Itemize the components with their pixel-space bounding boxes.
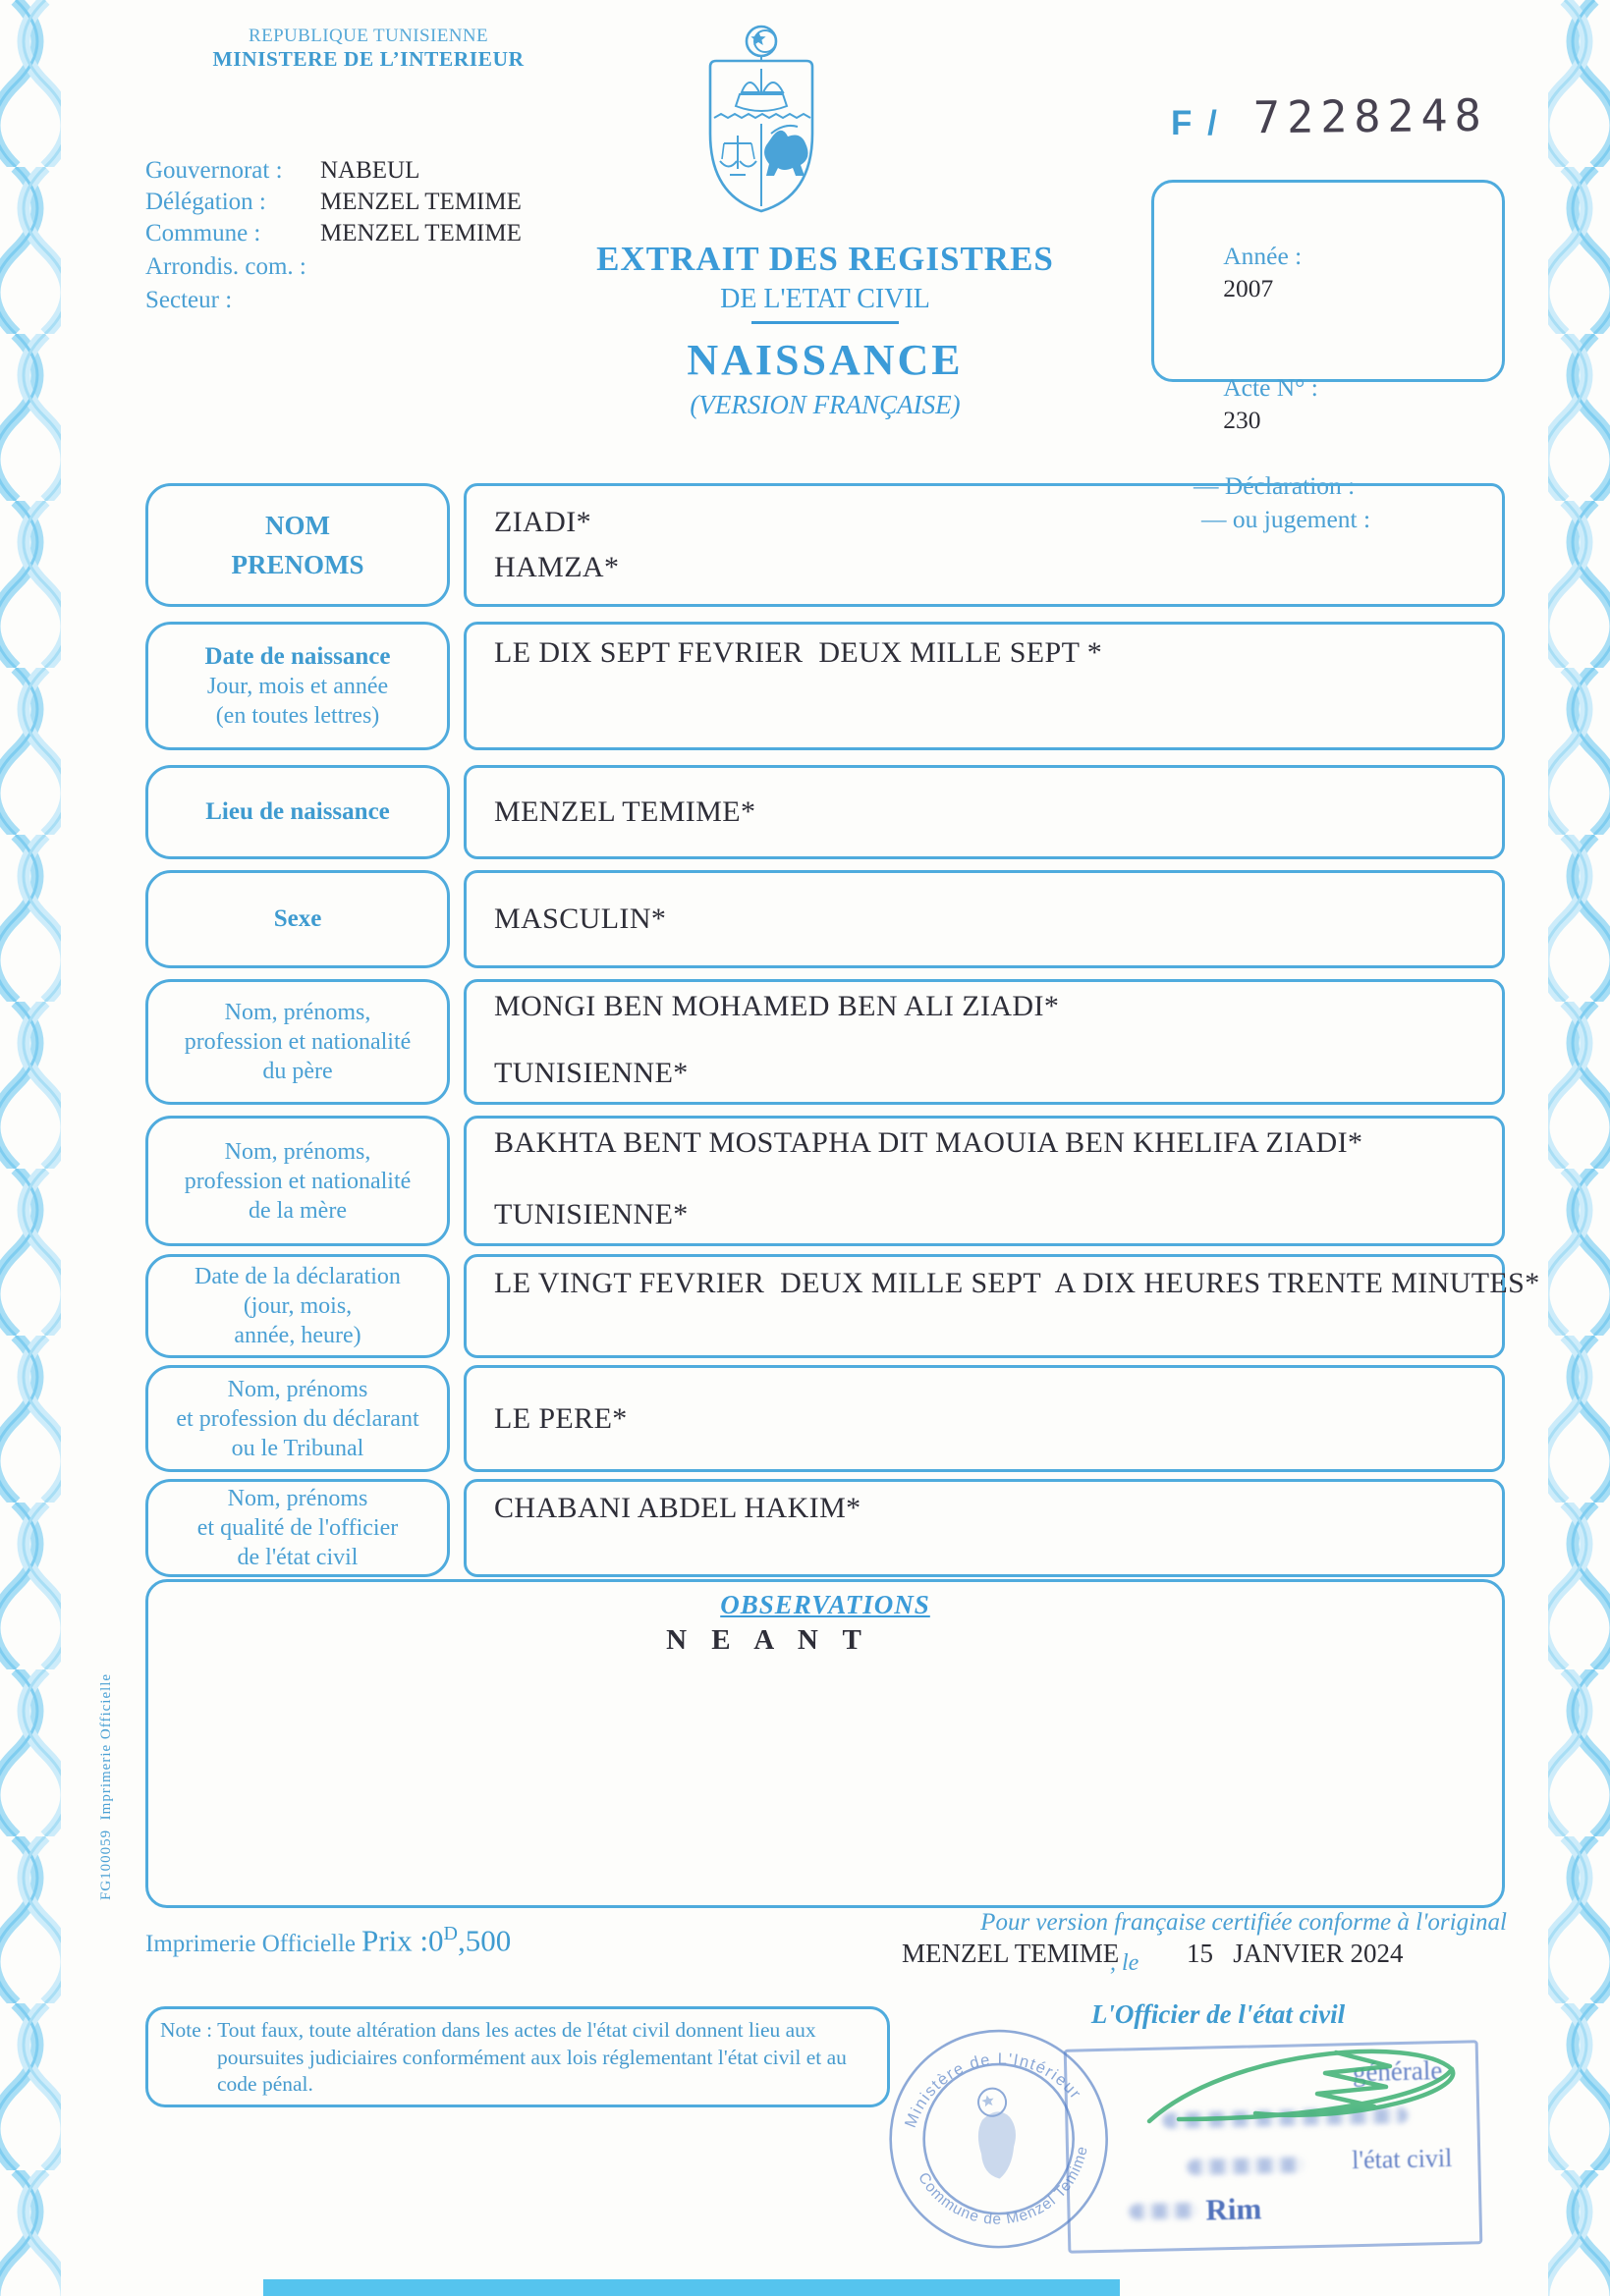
field-label-declarant: Nom, prénoms et profession du déclarant ou le Tribunal	[145, 1365, 450, 1472]
field-label-nom-prenoms: NOM PRENOMS	[145, 483, 450, 607]
observations-title: OBSERVATIONS	[720, 1590, 930, 1619]
tunisia-coat-of-arms	[700, 16, 822, 214]
field-value-mere: BAKHTA BENT MOSTAPHA DIT MAOUIA BEN KHELIFA ZIADI* TUNISIENNE*	[464, 1116, 1505, 1246]
issue-date: 15 JANVIER 2024	[1187, 1939, 1404, 1968]
handwritten-signature	[1022, 2025, 1483, 2162]
note-line-2: poursuites judiciaires conformément aux lois réglementant l'état civil et au	[217, 2045, 847, 2069]
field-label-pere: Nom, prénoms, profession et nationalité du père	[145, 979, 450, 1105]
imprimerie-label: Imprimerie Officielle	[145, 1931, 357, 1957]
note-line-3: code pénal.	[217, 2072, 313, 2096]
document-title-line1: EXTRAIT DES REGISTRES	[596, 240, 1054, 278]
commune-value: MENZEL TEMIME	[320, 220, 522, 246]
act-number-label: Acte N° :	[1223, 372, 1318, 402]
act-number-line	[1154, 338, 1502, 469]
observations-value: N E A N T	[666, 1624, 870, 1656]
arrondissement-label: Arrondis. com. :	[145, 253, 306, 280]
act-year-label: Année :	[1223, 241, 1303, 270]
act-year-value: 2007	[1223, 274, 1274, 302]
document-title-version: (VERSION FRANÇAISE)	[690, 390, 961, 419]
legal-note-box	[145, 2006, 890, 2107]
act-number-value: 230	[1223, 406, 1261, 434]
illegible-stamp-text	[1129, 2203, 1197, 2220]
bottom-cyan-strip	[263, 2279, 1120, 2296]
gouvernorat-value: NABEUL	[320, 157, 420, 184]
document-title-naissance: NAISSANCE	[687, 336, 964, 384]
field-value-officier: CHABANI ABDEL HAKIM*	[464, 1479, 1505, 1577]
note-line-1: Note : Tout faux, toute altération dans les actes de l'état civil donnent lieu aux	[160, 2018, 816, 2042]
commune-label: Commune :	[145, 220, 261, 246]
serial-number: 7228248	[1252, 88, 1488, 144]
observations-box	[145, 1579, 1505, 1908]
field-label-lieu-naissance: Lieu de naissance	[145, 765, 450, 859]
field-value-date-declaration: LE VINGT FEVRIER DEUX MILLE SEPT A DIX HEURES TRENTE MINUTES*	[464, 1254, 1505, 1358]
star-icon	[750, 31, 765, 45]
field-label-officier: Nom, prénoms et qualité de l'officier de l'état civil	[145, 1479, 450, 1577]
document-title-line2: DE L'ETAT CIVIL	[720, 284, 930, 314]
serial-prefix: F /	[1171, 104, 1220, 142]
price-label: Prix $:0^D,500$	[361, 1923, 512, 1958]
act-judgement-label: — ou jugement :	[1201, 504, 1371, 533]
field-label-date-declaration: Date de la déclaration (jour, mois, année, heure)	[145, 1254, 450, 1358]
issue-place: MENZEL TEMIME	[902, 1939, 1120, 1968]
field-value-declarant: LE PERE*	[464, 1365, 1505, 1472]
round-stamp-top-text: Ministère de L'Intérieur	[901, 2050, 1085, 2131]
field-label-sexe: Sexe	[145, 870, 450, 968]
field-label-mere: Nom, prénoms, profession et nationalité de la mère	[145, 1116, 450, 1246]
republic-title: REPUBLIQUE TUNISIENNE	[249, 26, 488, 46]
rect-stamp-line-generale: générale	[1352, 2055, 1443, 2088]
field-value-pere: MONGI BEN MOHAMED BEN ALI ZIADI* TUNISIENNE*	[464, 979, 1505, 1105]
certification-statement: Pour version française certifiée conforme à l'original	[980, 1909, 1507, 1936]
guilloche-border-left	[0, 0, 61, 2296]
printer-reference-vertical: FG100059 Imprimerie Officielle	[98, 1672, 114, 1900]
lion-icon	[764, 131, 808, 176]
guilloche-border-right	[1548, 0, 1610, 2296]
round-stamp-bottom-text: Commune de Menzel Temime	[915, 2144, 1091, 2228]
field-value-sexe: MASCULIN*	[464, 870, 1505, 968]
field-value-date-naissance: LE DIX SEPT FEVRIER DEUX MILLE SEPT *	[464, 622, 1505, 750]
ministry-title: MINISTERE DE L’INTERIEUR	[212, 47, 525, 71]
field-label-date-naissance: Date de naissance Jour, mois et année (en toutes lettres)	[145, 622, 450, 750]
stamp-star-icon	[981, 2094, 995, 2106]
field-value-nom-prenoms: ZIADI* HAMZA*	[464, 483, 1505, 607]
act-declaration-label: — Déclaration :	[1194, 471, 1356, 500]
stamp-center-emblem	[974, 2109, 1024, 2181]
act-year-line	[1154, 206, 1502, 338]
rect-stamp-line-name: Rim	[1205, 2191, 1262, 2227]
gouvernorat-label: Gouvernorat :	[145, 157, 283, 184]
delegation-value: MENZEL TEMIME	[320, 189, 522, 215]
rect-stamp-line-etat-civil: l'état civil	[1351, 2143, 1453, 2175]
delegation-label: Délégation :	[145, 189, 266, 215]
officer-title: L'Officier de l'état civil	[1090, 1999, 1346, 2029]
field-value-lieu-naissance: MENZEL TEMIME*	[464, 765, 1505, 859]
title-underline	[751, 321, 899, 324]
act-reference-box	[1151, 180, 1505, 533]
le-label: , le	[1110, 1950, 1139, 1976]
secteur-label: Secteur :	[145, 287, 233, 313]
